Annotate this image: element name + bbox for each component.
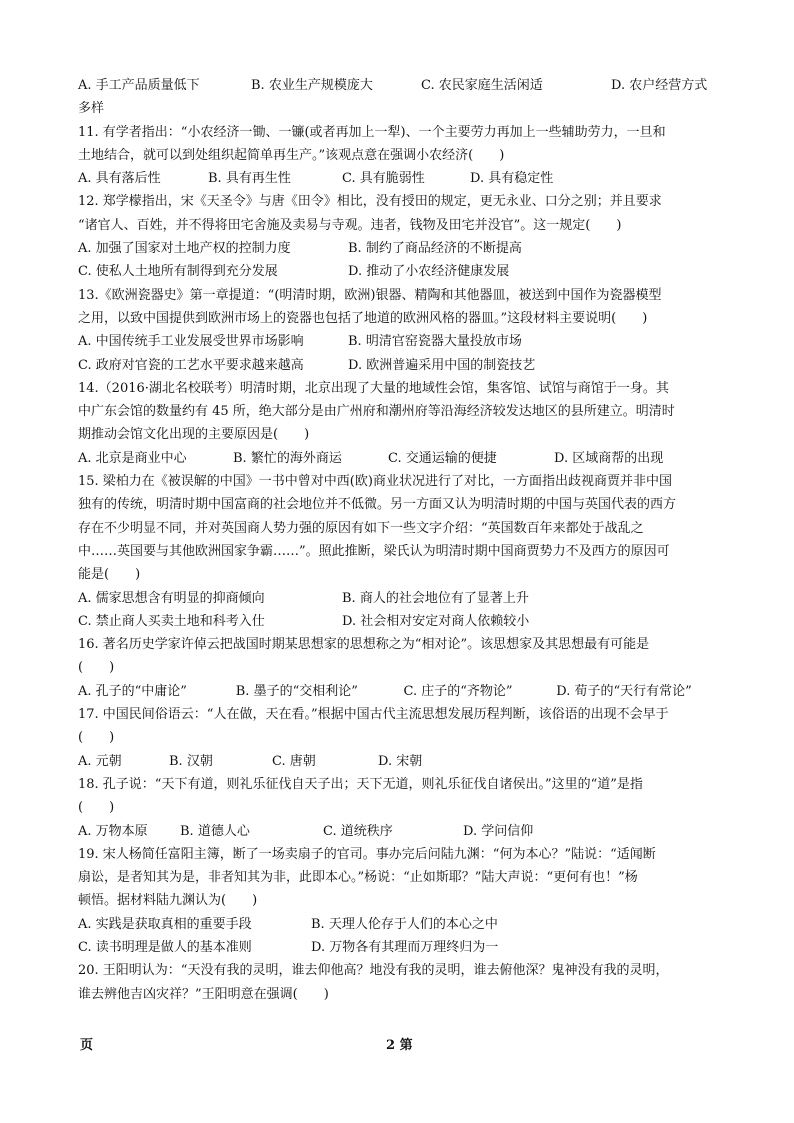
option-row [78,680,726,703]
answer-option: B. 农业生产规模庞大 [251,78,373,93]
answer-option: A. 元朝 [78,753,122,769]
text-line: 扇讼，是者知其为是，非者知其为非，此即本心。”杨说：“止如斯耶？”陆大声说：“更何有也！”杨 [78,870,638,886]
answer-option: B. 制约了商品经济的不断提高 [348,241,522,257]
text-line: “诸官人、百姓，并不得将田宅舍施及卖易与寺观。违者，钱物及田宅并没官”。这一规定( ) [78,217,622,233]
text-line: ( ) [78,660,115,676]
answer-option: B. 商人的社会地位有了显著上升 [342,590,529,606]
text-line: 12. 郑学檬指出，宋《天圣令》与唐《田令》相比，没有授田的规定，更无永业、口分之别；并且要求 [78,194,662,210]
text-line: 存在不少明显不同，并对英国商人势力强的原因有如下一些文字介绍：“英国数百年来都处于战乱之 [78,520,644,536]
text-line: 17. 中国民间俗语云：“人在做，天在看。”根据中国古代主流思想发展历程判断，该俗语的出现不会早于 [78,707,669,723]
answer-option: A. 具有落后性 [78,171,161,187]
option-row [78,447,726,470]
text-line: ( ) [78,800,115,816]
text-line: 13.《欧洲瓷器史》第一章提道：“(明清时期，欧洲)银器、精陶和其他器皿，被送到中国作为瓷器模型 [78,287,662,303]
text-line: 18. 孔子说：“天下有道，则礼乐征伐自天子出；天下无道，则礼乐征伐自诸侯出。”这里的“道”是指 [78,776,643,792]
answer-option: A. 万物本原 [78,823,148,839]
answer-option: A. 手工产品质量低下 [78,78,200,93]
option-row [78,237,726,260]
answer-option: D. 万物各有其理而万理终归为一 [311,939,499,955]
option-row [78,750,726,773]
text-line: 16. 著名历史学家许倬云把战国时期某思想家的思想称之为“相对论”。该思想家及其思想最有可能是 [78,637,650,653]
option-row [78,74,726,97]
answer-option: D. 欧洲普遍采用中国的制瓷技艺 [348,357,536,373]
answer-option: C. 具有脆弱性 [342,171,425,187]
answer-option: C. 唐朝 [272,753,316,769]
answer-option: A. 实践是获取真相的重要手段 [78,916,252,932]
text-line: 中广东会馆的数量约有 45 所，绝大部分是由广州府和潮州府等沿海经济较发达地区的县所建立。明清时 [78,404,675,420]
answer-option: D. 具有稳定性 [470,171,554,187]
answer-option: A. 北京是商业中心 [78,450,187,466]
text-line: 期推动会馆文化出现的主要原因是( ) [78,427,310,443]
answer-option: C. 使私人土地所有制得到充分发展 [78,264,278,280]
answer-option: D. 学问信仰 [463,823,534,839]
text-line: 独有的传统，明清时期中国富商的社会地位并不低微。另一方面又认为明清时期的中国与英国代表的西方 [78,497,677,513]
option-row [78,167,726,190]
option-row [78,913,726,936]
answer-option: B. 道德人心 [180,823,250,839]
option-row [78,610,726,633]
answer-option: C. 庄子的“齐物论” [403,683,513,699]
option-row [78,260,726,283]
answer-option: C. 道统秩序 [323,823,393,839]
footer-page-number: 2 第 [386,1038,413,1053]
answer-option: C. 农民家庭生活闲适 [421,78,543,93]
option-row [78,820,726,843]
answer-option: D. 推动了小农经济健康发展 [348,264,510,280]
text-line: 之用，以致中国提供到欧洲市场上的瓷器也包括了地道的欧洲风格的器皿。”这段材料主要说明( ) [78,310,648,326]
option-row [78,936,726,959]
answer-option: D. 宋朝 [378,753,423,769]
answer-option: B. 具有再生性 [208,171,291,187]
text-line: 20. 王阳明认为：“天没有我的灵明，谁去仰他高？地没有我的灵明，谁去俯他深？鬼神没有我的灵明， [78,963,669,979]
text-line: 19. 宋人杨简任富阳主簿，断了一场卖扇子的官司。事办完后问陆九渊：“何为本心？”陆说：“适闻断 [78,846,656,862]
text-line: ( ) [78,730,115,746]
text-line: 能是( ) [78,567,141,583]
answer-option: B. 繁忙的海外商运 [233,450,342,466]
text-line: 15. 梁柏力在《被误解的中国》一书中曾对中西(欧)商业状况进行了对比，一方面指出歧视商贾并非中国 [78,474,672,490]
text-line: 14.（2016·湖北名校联考）明清时期，北京出现了大量的地域性会馆，集客馆、试馆与商馆于一身。其 [78,380,669,396]
answer-option: D. 区域商帮的出现 [554,450,664,466]
answer-option: D. 农户经营方式 [611,78,708,93]
answer-option: A. 儒家思想含有明显的抑商倾向 [78,590,265,606]
answer-option: C. 禁止商人买卖土地和科考入仕 [78,613,265,629]
answer-option: D. 社会相对安定对商人依赖较小 [342,613,530,629]
option-row [78,330,726,353]
answer-option: A. 孔子的“中庸论” [78,683,187,699]
text-line: 11. 有学者指出：“小农经济一锄、一镰(或者再加上一犁)、一个主要劳力再加上一些辅助劳力，一旦和 [78,124,666,140]
text-line: 顿悟。据材料陆九渊认为( ) [78,893,258,909]
answer-option: B. 天理人伦存于人们的本心之中 [311,916,498,932]
answer-option: B. 明清官窑瓷器大量投放市场 [348,334,522,350]
answer-option: D. 荀子的“天行有常论” [556,683,692,699]
text-line: 多样 [78,101,105,117]
text-line: 土地结合，就可以到处组织起简单再生产。”该观点意在强调小农经济( ) [78,147,505,163]
text-line: 中……英国要与其他欧洲国家争霸……”。照此推断，梁氏认为明清时期中国商贾势力不及西方的原因可 [78,543,670,559]
answer-option: A. 中国传统手工业发展受世界市场影响 [78,334,304,350]
answer-option: A. 加强了国家对土地产权的控制力度 [78,241,291,257]
footer-page-left: 页 [80,1038,94,1053]
answer-option: C. 读书明理是做人的基本准则 [78,939,252,955]
option-row [78,587,726,610]
text-line: 谁去辨他吉凶灾祥？”王阳明意在强调( ) [78,986,329,1002]
answer-option: C. 交通运输的便捷 [388,450,497,466]
answer-option: C. 政府对官瓷的工艺水平要求越来越高 [78,357,304,373]
answer-option: B. 汉朝 [169,753,213,769]
answer-option: B. 墨子的“交相利论” [235,683,358,699]
question-text-area [78,74,726,1006]
option-row [78,354,726,377]
